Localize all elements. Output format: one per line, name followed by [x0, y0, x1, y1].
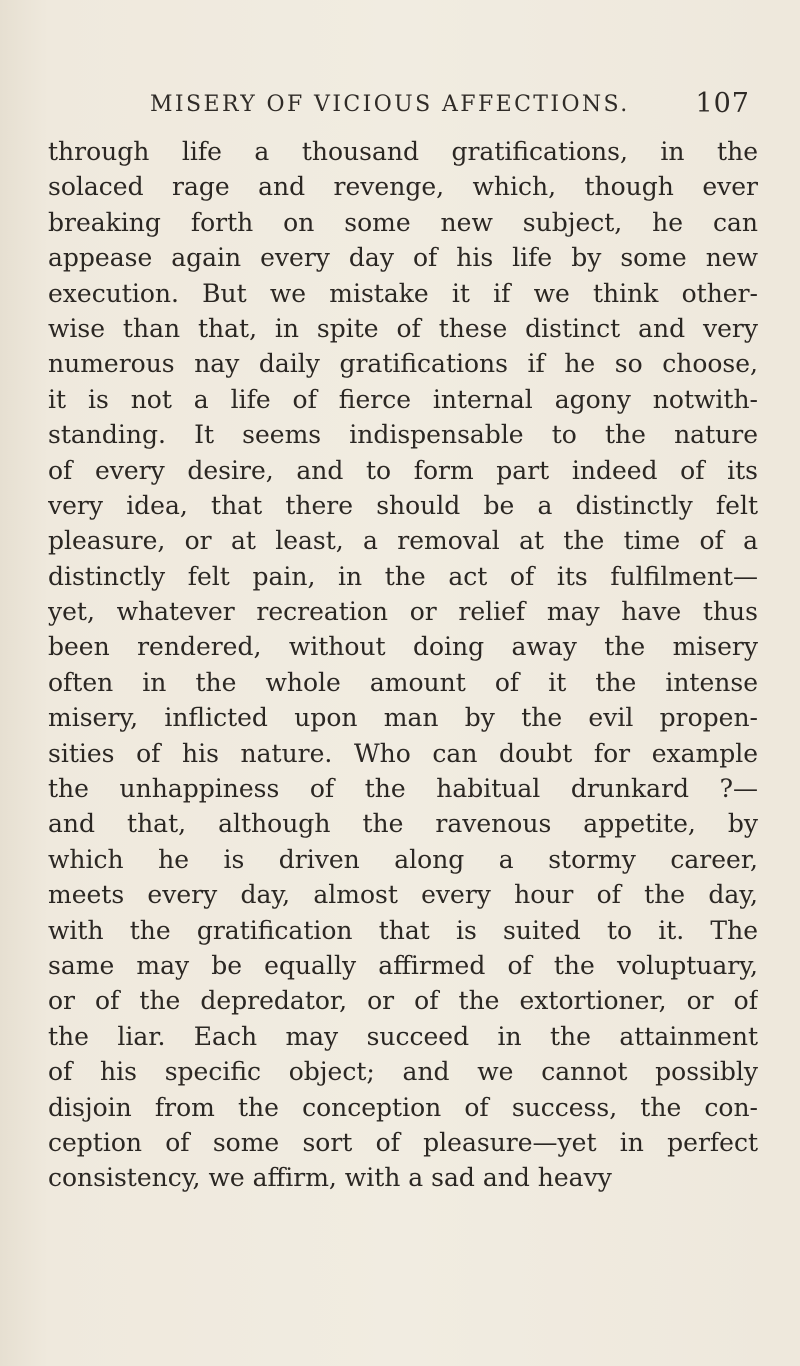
text-line: ception of some sort of pleasure—yet in perfect [48, 1127, 758, 1157]
text-line: standing. It seems indispensable to the nature [48, 420, 758, 450]
text-line: and that, although the ravenous appetite, by [48, 809, 758, 839]
running-head: MISERY OF VICIOUS AFFECTIONS. [150, 92, 630, 117]
page-header [60, 88, 758, 128]
body-text [48, 134, 758, 1196]
page-number: 107 [695, 88, 750, 119]
text-line: appease again every day of his life by some new [48, 243, 758, 273]
text-line: numerous nay daily gratifications if he so choose, [48, 349, 758, 379]
text-line: the liar. Each may succeed in the attainment [48, 1021, 758, 1051]
text-line: with the gratification that is suited to it. The [48, 915, 758, 945]
text-line: often in the whole amount of it the intense [48, 667, 758, 697]
text-line: consistency, we affirm, with a sad and heavy [48, 1163, 612, 1193]
text-line: same may be equally affirmed of the voluptuary, [48, 950, 758, 980]
text-line: sities of his nature. Who can doubt for example [48, 738, 758, 768]
text-line: through life a thousand gratifications, in the [48, 137, 758, 166]
text-line: it is not a life of fierce internal agony notwith- [48, 384, 758, 414]
text-line: been rendered, without doing away the misery [48, 632, 758, 662]
text-line: meets every day, almost every hour of the day, [48, 880, 758, 910]
text-line: of every desire, and to form part indeed of its [48, 455, 758, 485]
text-line: misery, inflicted upon man by the evil propen- [48, 703, 758, 733]
text-line: pleasure, or at least, a removal at the time of a [48, 526, 758, 556]
text-line: or of the depredator, or of the extortioner, or of [48, 986, 758, 1016]
text-line: which he is driven along a stormy career, [48, 844, 758, 874]
text-line: very idea, that there should be a distinctly felt [48, 490, 758, 520]
text-line: wise than that, in spite of these distinct and very [48, 313, 758, 343]
text-line: disjoin from the conception of success, the con- [48, 1092, 758, 1122]
text-line: yet, whatever recreation or relief may have thus [48, 597, 758, 627]
text-line: execution. But we mistake it if we think other- [48, 278, 758, 308]
text-line: distinctly felt pain, in the act of its fulfilment— [48, 561, 758, 591]
text-line: breaking forth on some new subject, he can [48, 207, 758, 237]
text-line: solaced rage and revenge, which, though ever [48, 172, 758, 202]
text-line: of his specific object; and we cannot possibly [48, 1057, 758, 1087]
text-line: the unhappiness of the habitual drunkard ?— [48, 774, 758, 804]
